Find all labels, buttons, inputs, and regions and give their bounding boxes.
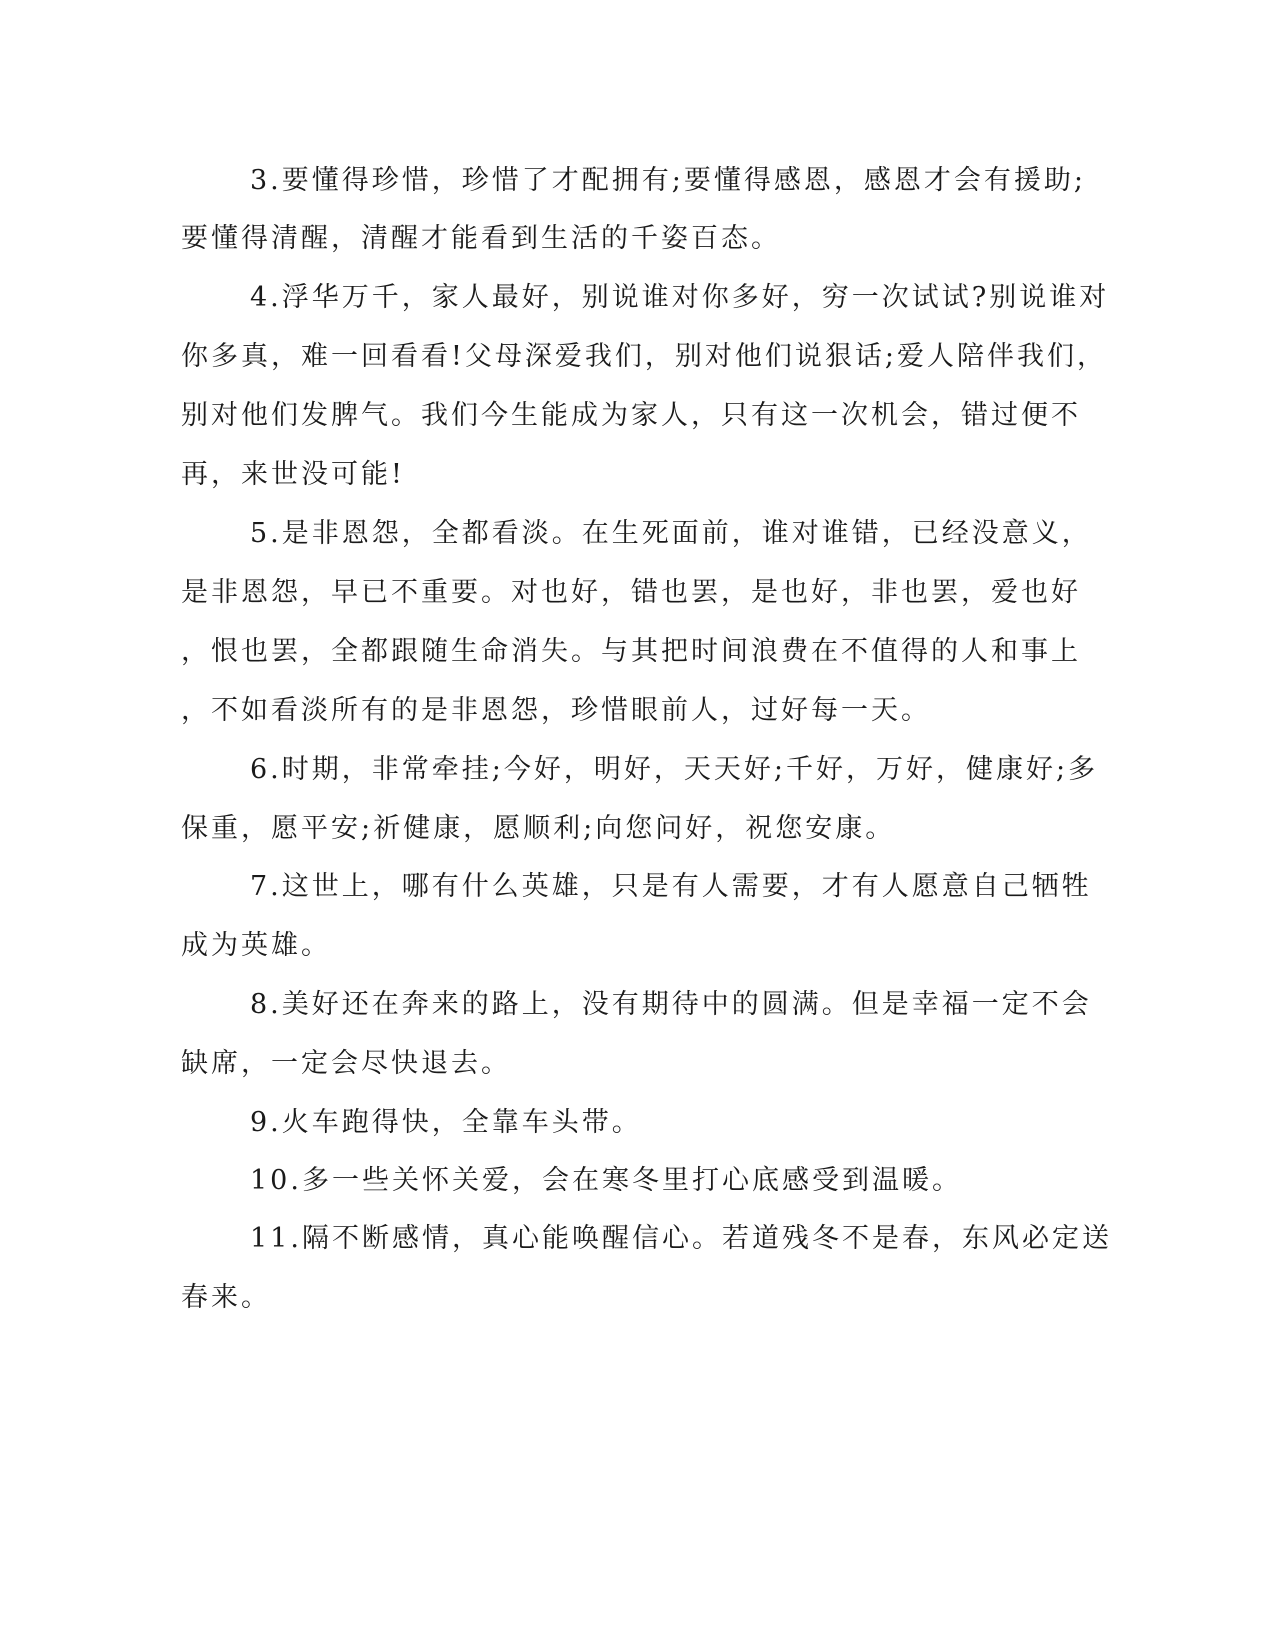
- paragraph-5-line-1: 5.是非恩怨，全都看淡。在生死面前，谁对谁错，已经没意义，: [250, 518, 1092, 549]
- text-line: [0, 749, 1275, 791]
- text-line: [0, 277, 1275, 319]
- paragraph-4-line-4: 再，来世没可能!: [181, 459, 405, 490]
- text-line: [0, 1218, 1275, 1260]
- paragraph-7-line-2: 成为英雄。: [181, 930, 331, 961]
- paragraph-5-line-2: 是非恩怨，早已不重要。对也好，错也罢，是也好，非也罢，爱也好: [181, 577, 1081, 608]
- paragraph-10-line-1: 10.多一些关怀关爱，会在寒冬里打心底感受到温暖。: [250, 1165, 962, 1196]
- paragraph-8-line-2: 缺席，一定会尽快退去。: [181, 1048, 511, 1079]
- paragraph-7-line-1: 7.这世上，哪有什么英雄，只是有人需要，才有人愿意自己牺牲: [250, 871, 1092, 902]
- text-line: [0, 1102, 1275, 1144]
- paragraph-3-line-2: 要懂得清醒，清醒才能看到生活的千姿百态。: [181, 223, 781, 254]
- paragraph-6-line-1: 6.时期，非常牵挂;今好，明好，天天好;千好，万好，健康好;多: [250, 754, 1099, 785]
- text-line: [0, 160, 1275, 202]
- paragraph-4-line-1: 4.浮华万千，家人最好，别说谁对你多好，穷一次试试?别说谁对: [250, 282, 1110, 313]
- text-line: [0, 1160, 1275, 1202]
- text-line: [0, 925, 1275, 967]
- text-line: [0, 631, 1275, 673]
- paragraph-9-line-1: 9.火车跑得快，全靠车头带。: [250, 1107, 642, 1138]
- text-line: [0, 454, 1275, 496]
- paragraph-5-line-4: ，不如看淡所有的是非恩怨，珍惜眼前人，过好每一天。: [181, 695, 931, 726]
- paragraph-6-line-2: 保重，愿平安;祈健康，愿顺利;向您问好，祝您安康。: [181, 813, 896, 844]
- text-line: [0, 513, 1275, 555]
- text-line: [0, 866, 1275, 908]
- text-line: [0, 218, 1275, 260]
- text-line: [0, 572, 1275, 614]
- text-line: [0, 1277, 1275, 1319]
- text-line: [0, 984, 1275, 1026]
- text-line: [0, 395, 1275, 437]
- text-line: [0, 690, 1275, 732]
- text-line: [0, 808, 1275, 850]
- paragraph-11-line-2: 春来。: [181, 1282, 271, 1313]
- paragraph-4-line-3: 别对他们发脾气。我们今生能成为家人，只有这一次机会，错过便不: [181, 400, 1081, 431]
- paragraph-3-line-1: 3.要懂得珍惜，珍惜了才配拥有;要懂得感恩，感恩才会有援助;: [250, 165, 1086, 196]
- paragraph-5-line-3: ，恨也罢，全都跟随生命消失。与其把时间浪费在不值得的人和事上: [181, 636, 1081, 667]
- paragraph-8-line-1: 8.美好还在奔来的路上，没有期待中的圆满。但是幸福一定不会: [250, 989, 1092, 1020]
- text-line: [0, 336, 1275, 378]
- paragraph-4-line-2: 你多真，难一回看看!父母深爱我们，别对他们说狠话;爱人陪伴我们，: [181, 341, 1107, 372]
- text-line: [0, 1043, 1275, 1085]
- paragraph-11-line-1: 11.隔不断感情，真心能唤醒信心。若道残冬不是春，东风必定送: [250, 1223, 1112, 1254]
